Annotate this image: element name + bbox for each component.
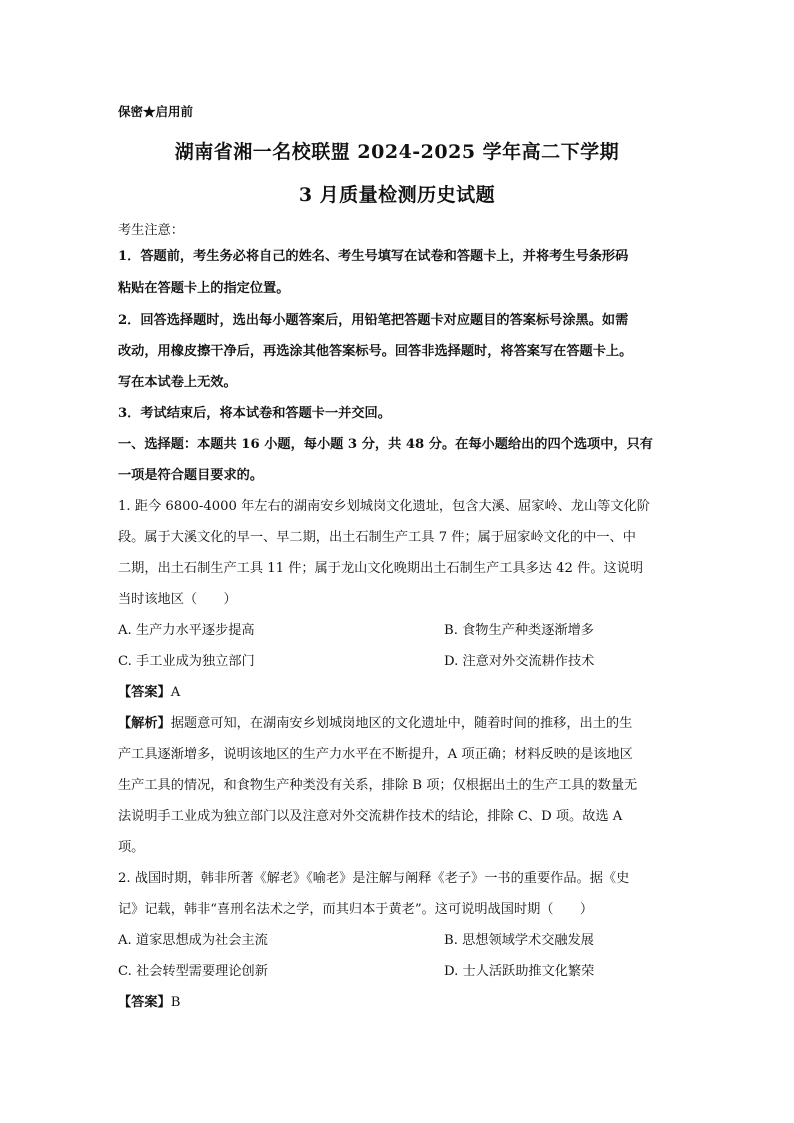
q1-option-d: D. 注意对外交流耕作技术 bbox=[444, 654, 595, 669]
q1-option-a: A. 生产力水平逐步提高 bbox=[118, 623, 255, 638]
q1-analysis-line2: 产工具逐渐增多，说明该地区的生产力水平在不断提升，A 项正确；材料反映的是该地区 bbox=[118, 747, 633, 762]
q1-analysis-line3: 生产工具的情况，和食物生产种类没有关系，排除 B 项；仅根据出土的生产工具的数量无 bbox=[118, 778, 638, 793]
q2-option-b: B. 思想领域学术交融发展 bbox=[444, 933, 594, 948]
q1-analysis-tag: 【解析】 bbox=[118, 716, 171, 731]
q2-answer bbox=[118, 994, 678, 1012]
q1-stem-line3: 二期，出土石制生产工具 11 件；属于龙山文化晚期出土石制生产工具多达 42 件。这说明 bbox=[118, 561, 644, 576]
q2-option-a: A. 道家思想成为社会主流 bbox=[118, 933, 268, 948]
q2-stem-line2: 记》记载，韩非“喜刑名法术之学，而其归本于黄老”。这可说明战国时期（ ） bbox=[118, 902, 594, 917]
q2-option-c: C. 社会转型需要理论创新 bbox=[118, 964, 268, 979]
exam-title-line2: 3 月质量检测历史试题 bbox=[298, 184, 496, 206]
q2-option-d: D. 士人活跃助推文化繁荣 bbox=[444, 964, 595, 979]
section1-heading-line2: 一项是符合题目要求的。 bbox=[118, 468, 264, 483]
notice-item2-line3: 写在本试卷上无效。 bbox=[118, 375, 237, 390]
q1-analysis-line1 bbox=[118, 715, 678, 733]
q1-option-c: C. 手工业成为独立部门 bbox=[118, 654, 255, 669]
q1-stem-line1: 1. 距今 6800-4000 年左右的湖南安乡划城岗文化遗址，包含大溪、屈家岭、龙山等文化阶 bbox=[118, 499, 650, 514]
notice-item2-line2: 改动，用橡皮擦干净后，再选涂其他答案标号。回答非选择题时，将答案写在答题卡上。 bbox=[118, 344, 633, 359]
notice-heading: 考生注意： bbox=[118, 223, 184, 238]
q2-answer-tag: 【答案】 bbox=[118, 995, 171, 1010]
q1-answer bbox=[118, 684, 678, 702]
q1-option-b: B. 食物生产种类逐渐增多 bbox=[444, 623, 594, 638]
notice-item1-line1: 1．答题前，考生务必将自己的姓名、考生号填写在试卷和答题卡上，并将考生号条形码 bbox=[118, 249, 629, 264]
q1-answer-value: A bbox=[170, 685, 181, 700]
section1-heading-line1: 一、选择题：本题共 16 小题，每小题 3 分，共 48 分。在每小题给出的四个选项中，只有 bbox=[118, 437, 653, 452]
q1-analysis-text1: 据题意可知，在湖南安乡划城岗地区的文化遗址中，随着时间的推移，出土的生 bbox=[170, 716, 633, 731]
confidential-mark: 保密★启用前 bbox=[118, 104, 194, 119]
q1-analysis-line5: 项。 bbox=[118, 840, 145, 855]
q2-stem-line1: 2. 战国时期，韩非所著《解老》《喻老》是注解与阐释《老子》一书的重要作品。据《史 bbox=[118, 871, 630, 886]
q1-answer-tag: 【答案】 bbox=[118, 685, 171, 700]
q1-stem-line2: 段。属于大溪文化的早一、早二期，出土石制生产工具 7 件；属于屈家岭文化的中一、中 bbox=[118, 530, 636, 545]
notice-item3-line1: 3．考试结束后，将本试卷和答题卡一并交回。 bbox=[118, 406, 391, 421]
q1-stem-line4: 当时该地区（ ） bbox=[118, 592, 237, 607]
exam-title-line1: 湖南省湘一名校联盟 2024-2025 学年高二下学期 bbox=[174, 141, 620, 163]
notice-item1-line2: 粘贴在答题卡上的指定位置。 bbox=[118, 281, 290, 296]
notice-item2-line1: 2．回答选择题时，选出每小题答案后，用铅笔把答题卡对应题目的答案标号涂黑。如需 bbox=[118, 313, 629, 328]
q1-analysis-line4: 法说明手工业成为独立部门以及注意对外交流耕作技术的结论，排除 C、D 项。故选 A bbox=[118, 809, 623, 824]
q2-answer-value: B bbox=[170, 995, 181, 1010]
